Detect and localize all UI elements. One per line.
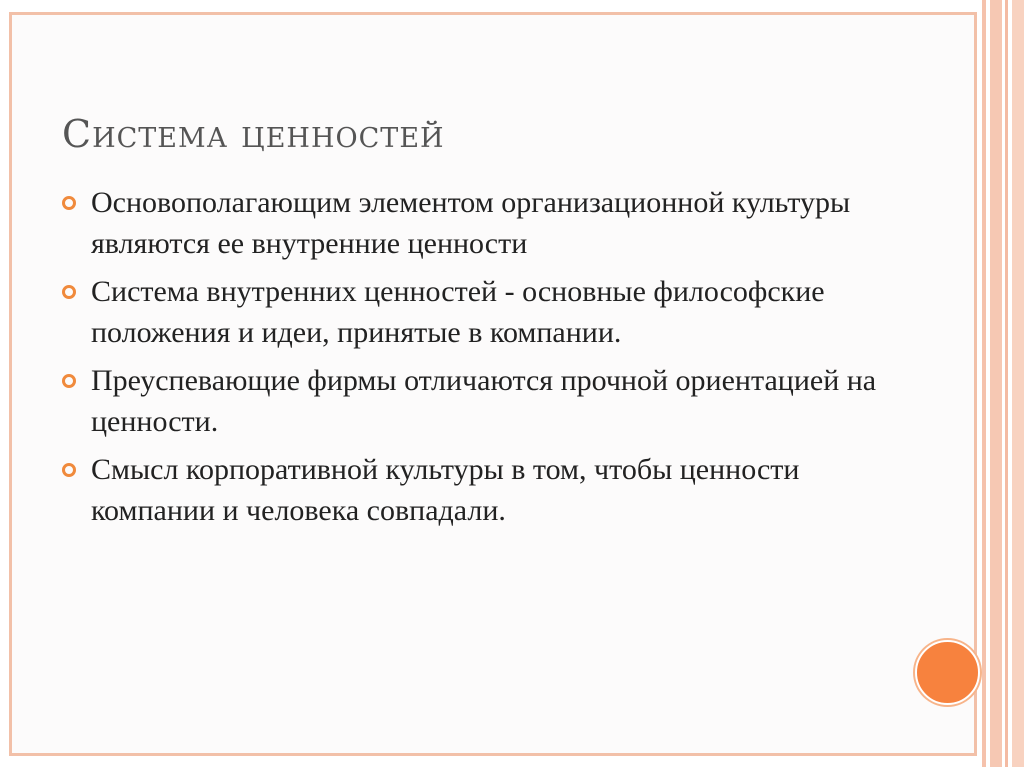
orange-ring-bullet-icon bbox=[62, 463, 76, 477]
bullet-item bbox=[58, 449, 888, 531]
bullet-text: Смысл корпоративной культуры в том, чтобы ценности компании и человека совпадали. bbox=[91, 453, 800, 527]
orange-ring-bullet-icon bbox=[62, 374, 76, 388]
bullet-item bbox=[58, 271, 888, 353]
orange-circle-icon bbox=[915, 640, 980, 705]
bullet-item bbox=[58, 182, 888, 264]
bullet-text: Преуспевающие фирмы отличаются прочной ориентацией на ценности. bbox=[91, 364, 877, 438]
decorative-stripe bbox=[1005, 0, 1008, 767]
slide-title: Система ценностей bbox=[62, 112, 445, 156]
bullet-list bbox=[58, 182, 888, 538]
decorative-stripe bbox=[1012, 0, 1024, 767]
decorative-stripe bbox=[990, 0, 1002, 767]
decorative-stripe bbox=[982, 0, 986, 767]
bullet-text: Основополагающим элементом организационной культуры являются ее внутренние ценности bbox=[91, 186, 851, 260]
orange-ring-bullet-icon bbox=[62, 285, 76, 299]
bullet-text: Система внутренних ценностей - основные философские положения и идеи, принятые в компании. bbox=[91, 275, 825, 349]
bullet-item bbox=[58, 360, 888, 442]
orange-ring-bullet-icon bbox=[62, 196, 76, 210]
